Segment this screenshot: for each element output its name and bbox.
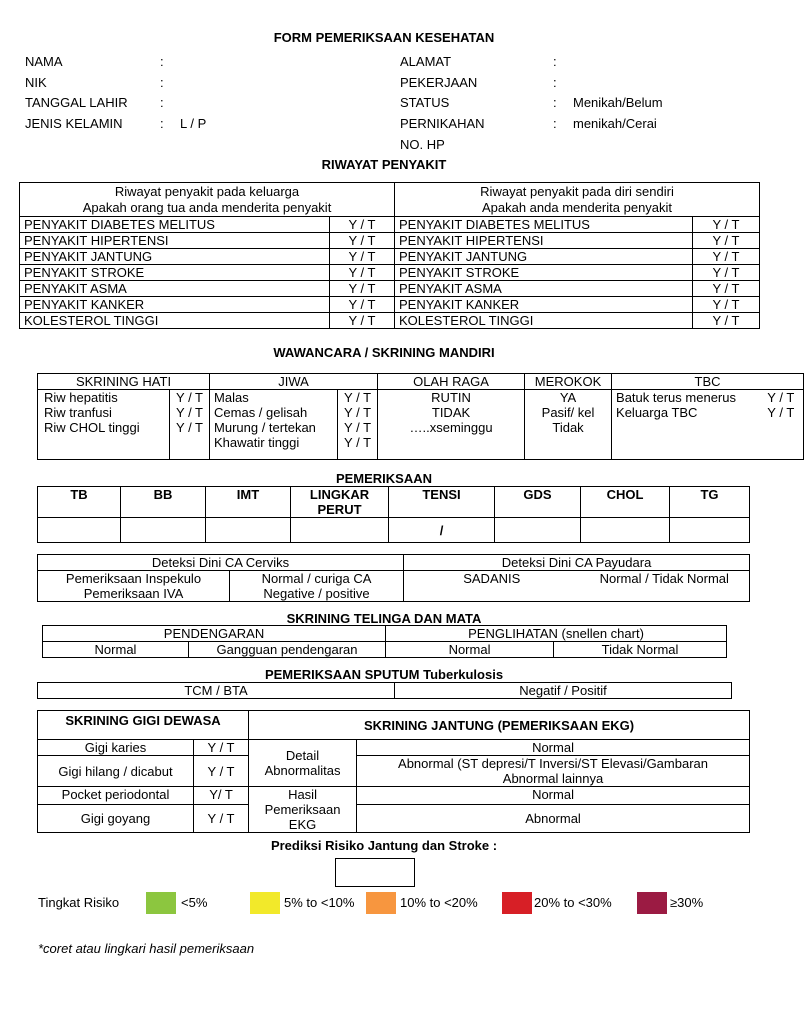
family-disease: PENYAKIT HIPERTENSI: [20, 233, 330, 249]
hasil-ekg-label: Hasil Pemeriksaan EKG: [249, 787, 357, 833]
self-yt[interactable]: Y / T: [693, 281, 760, 297]
pemeriksaan-header: TG: [670, 487, 750, 518]
pemeriksaan-title: PEMERIKSAAN: [335, 471, 433, 486]
risk-label: 20% to <30%: [534, 895, 612, 910]
ca-table: [37, 554, 750, 602]
family-yt[interactable]: Y / T: [330, 249, 395, 265]
telinga-mata-title: SKRINING TELINGA DAN MATA: [286, 611, 482, 626]
self-header-line2: Apakah anda menderita penyakit: [481, 200, 673, 215]
riwayat-row: [20, 217, 760, 233]
status-value: Menikah/Belum: [573, 95, 663, 110]
pemeriksaan-table: [37, 486, 750, 543]
self-disease: PENYAKIT DIABETES MELITUS: [395, 217, 693, 233]
self-header: [395, 183, 760, 217]
imt-value[interactable]: [206, 518, 291, 543]
pendengaran-gangguan: Gangguan pendengaran: [189, 642, 386, 658]
hasil-abnormal: Abnormal: [357, 805, 750, 833]
self-disease: KOLESTEROL TINGGI: [395, 313, 693, 329]
pemeriksaan-header: GDS: [495, 487, 581, 518]
detail-abnormal: Abnormal (ST depresi/T Inversi/ST Elevasi/Gambaran Abnormal lainnya: [357, 756, 750, 787]
family-disease: PENYAKIT JANTUNG: [20, 249, 330, 265]
gigi-item: Gigi karies: [38, 740, 194, 756]
detail-abnormalitas-label: Detail Abnormalitas: [249, 740, 357, 787]
sputum-result: Negatif / Positif: [395, 683, 732, 699]
gigi-item: Pocket periodontal: [38, 787, 194, 805]
label-tanggal-lahir: TANGGAL LAHIR: [25, 95, 128, 110]
riwayat-row: [20, 233, 760, 249]
self-disease: PENYAKIT KANKER: [395, 297, 693, 313]
prediksi-result-box[interactable]: [335, 858, 415, 887]
pernikahan-value: menikah/Cerai: [573, 116, 657, 131]
header-tbc: TBC: [612, 374, 804, 390]
risk-swatch-green: [146, 892, 176, 914]
ca-cerviks-header: Deteksi Dini CA Cerviks: [38, 555, 404, 571]
self-yt[interactable]: Y / T: [693, 233, 760, 249]
sadanis-result: Normal / Tidak Normal: [580, 571, 750, 602]
tensi-value[interactable]: /: [389, 518, 495, 543]
risk-swatch-yellow: [250, 892, 280, 914]
colon: :: [160, 75, 164, 90]
family-yt[interactable]: Y / T: [330, 233, 395, 249]
ca-payudara-header: Deteksi Dini CA Payudara: [404, 555, 750, 571]
pendengaran-header: PENDENGARAN: [43, 626, 386, 642]
self-disease: PENYAKIT STROKE: [395, 265, 693, 281]
tbc-yt: Y / T Y / T: [759, 390, 804, 460]
riwayat-row: [20, 297, 760, 313]
self-header-line1: Riwayat penyakit pada diri sendiri: [480, 184, 674, 199]
label-alamat: ALAMAT: [400, 54, 452, 69]
pemeriksaan-header: IMT: [206, 487, 291, 518]
colon: :: [160, 54, 164, 69]
self-yt[interactable]: Y / T: [693, 249, 760, 265]
penglihatan-header: PENGLIHATAN (snellen chart): [386, 626, 727, 642]
risk-label: 10% to <20%: [400, 895, 478, 910]
footnote: *coret atau lingkari hasil pemeriksaan: [38, 941, 255, 956]
risk-swatch-maroon: [637, 892, 667, 914]
colon: :: [160, 116, 164, 131]
detail-normal: Normal: [357, 740, 750, 756]
merokok-items: YA Pasif/ kel Tidak: [525, 390, 612, 460]
label-jenis-kelamin: JENIS KELAMIN: [25, 116, 123, 131]
gigi-item: Gigi hilang / dicabut: [38, 756, 194, 787]
label-pernikahan: PERNIKAHAN: [400, 116, 485, 131]
header-skrining-hati: SKRINING HATI: [38, 374, 210, 390]
pemeriksaan-header: TB: [38, 487, 121, 518]
sputum-table: [37, 682, 732, 699]
riwayat-row: [20, 249, 760, 265]
header-merokok: MEROKOK: [525, 374, 612, 390]
family-yt[interactable]: Y / T: [330, 297, 395, 313]
family-header-line1: Riwayat penyakit pada keluarga: [114, 184, 300, 199]
jiwa-items: Malas Cemas / gelisah Murung / tertekan Khawatir tinggi: [210, 390, 338, 460]
family-yt[interactable]: Y / T: [330, 265, 395, 281]
jenis-kelamin-value: L / P: [180, 116, 207, 131]
lingkar-perut-value[interactable]: [291, 518, 389, 543]
family-disease: PENYAKIT KANKER: [20, 297, 330, 313]
sputum-title: PEMERIKSAAN SPUTUM Tuberkulosis: [264, 667, 504, 682]
bb-value[interactable]: [121, 518, 206, 543]
riwayat-title: RIWAYAT PENYAKIT: [321, 157, 447, 172]
gigi-yt: Y / T: [194, 740, 249, 756]
family-yt[interactable]: Y / T: [330, 313, 395, 329]
jantung-title: SKRINING JANTUNG (PEMERIKSAAN EKG): [249, 711, 750, 740]
label-nik: NIK: [25, 75, 47, 90]
gigi-yt: Y / T: [194, 756, 249, 787]
family-disease: PENYAKIT STROKE: [20, 265, 330, 281]
risk-label: 5% to <10%: [284, 895, 355, 910]
hasil-normal: Normal: [357, 787, 750, 805]
family-disease: PENYAKIT ASMA: [20, 281, 330, 297]
gigi-yt: Y/ T: [194, 787, 249, 805]
pemeriksaan-header: BB: [121, 487, 206, 518]
riwayat-table: [19, 182, 760, 329]
tb-value[interactable]: [38, 518, 121, 543]
penglihatan-tidak-normal: Tidak Normal: [554, 642, 727, 658]
riwayat-row: [20, 281, 760, 297]
penglihatan-normal: Normal: [386, 642, 554, 658]
risk-swatch-orange: [366, 892, 396, 914]
self-yt[interactable]: Y / T: [693, 313, 760, 329]
self-yt[interactable]: Y / T: [693, 217, 760, 233]
hati-items: Riw hepatitis Riw tranfusi Riw CHOL tinggi: [38, 390, 170, 460]
risk-label: ≥30%: [670, 895, 704, 910]
cerviks-results: Normal / curiga CA Negative / positive: [230, 571, 404, 602]
riwayat-row: [20, 265, 760, 281]
label-pekerjaan: PEKERJAAN: [400, 75, 478, 90]
header-jiwa: JIWA: [210, 374, 378, 390]
sadanis: SADANIS: [404, 571, 580, 602]
colon: :: [553, 54, 557, 69]
colon: :: [553, 116, 557, 131]
self-disease: PENYAKIT ASMA: [395, 281, 693, 297]
riwayat-row: [20, 313, 760, 329]
wawancara-table: [37, 373, 804, 460]
header-olah-raga: OLAH RAGA: [378, 374, 525, 390]
pemeriksaan-header: TENSI: [389, 487, 495, 518]
sputum-method: TCM / BTA: [38, 683, 395, 699]
gigi-item: Gigi goyang: [38, 805, 194, 833]
risk-label: <5%: [181, 895, 208, 910]
label-nama: NAMA: [25, 54, 63, 69]
self-yt[interactable]: Y / T: [693, 265, 760, 281]
gds-value[interactable]: [495, 518, 581, 543]
chol-value[interactable]: [581, 518, 670, 543]
colon: :: [553, 95, 557, 110]
family-header-line2: Apakah orang tua anda menderita penyakit: [82, 200, 332, 215]
pemeriksaan-header: LINGKAR PERUT: [291, 487, 389, 518]
tg-value[interactable]: [670, 518, 750, 543]
pemeriksaan-header: CHOL: [581, 487, 670, 518]
colon: :: [160, 95, 164, 110]
tingkat-risiko-label: Tingkat Risiko: [38, 895, 120, 910]
colon: :: [553, 75, 557, 90]
gigi-yt: Y / T: [194, 805, 249, 833]
risk-swatch-red: [502, 892, 532, 914]
wawancara-title: WAWANCARA / SKRINING MANDIRI: [273, 345, 495, 360]
cerviks-methods: Pemeriksaan Inspekulo Pemeriksaan IVA: [38, 571, 230, 602]
self-yt[interactable]: Y / T: [693, 297, 760, 313]
self-disease: PENYAKIT HIPERTENSI: [395, 233, 693, 249]
tbc-items: Batuk terus menerus Keluarga TBC: [612, 390, 759, 460]
family-yt[interactable]: Y / T: [330, 281, 395, 297]
jiwa-yt: Y / T Y / T Y / T Y / T: [338, 390, 378, 460]
family-disease: KOLESTEROL TINGGI: [20, 313, 330, 329]
label-no-hp: NO. HP: [400, 137, 445, 152]
hati-yt: Y / T Y / T Y / T: [170, 390, 210, 460]
gigi-title: SKRINING GIGI DEWASA: [38, 711, 249, 740]
gigi-jantung-table: [37, 710, 750, 833]
family-yt[interactable]: Y / T: [330, 217, 395, 233]
self-disease: PENYAKIT JANTUNG: [395, 249, 693, 265]
label-status: STATUS: [400, 95, 450, 110]
family-disease: PENYAKIT DIABETES MELITUS: [20, 217, 330, 233]
family-header: [20, 183, 395, 217]
prediksi-title: Prediksi Risiko Jantung dan Stroke :: [270, 838, 498, 853]
pendengaran-normal: Normal: [43, 642, 189, 658]
telinga-mata-table: [42, 625, 727, 658]
form-title: FORM PEMERIKSAAN KESEHATAN: [273, 30, 495, 45]
olah-raga-items: RUTIN TIDAK …..xseminggu: [378, 390, 525, 460]
